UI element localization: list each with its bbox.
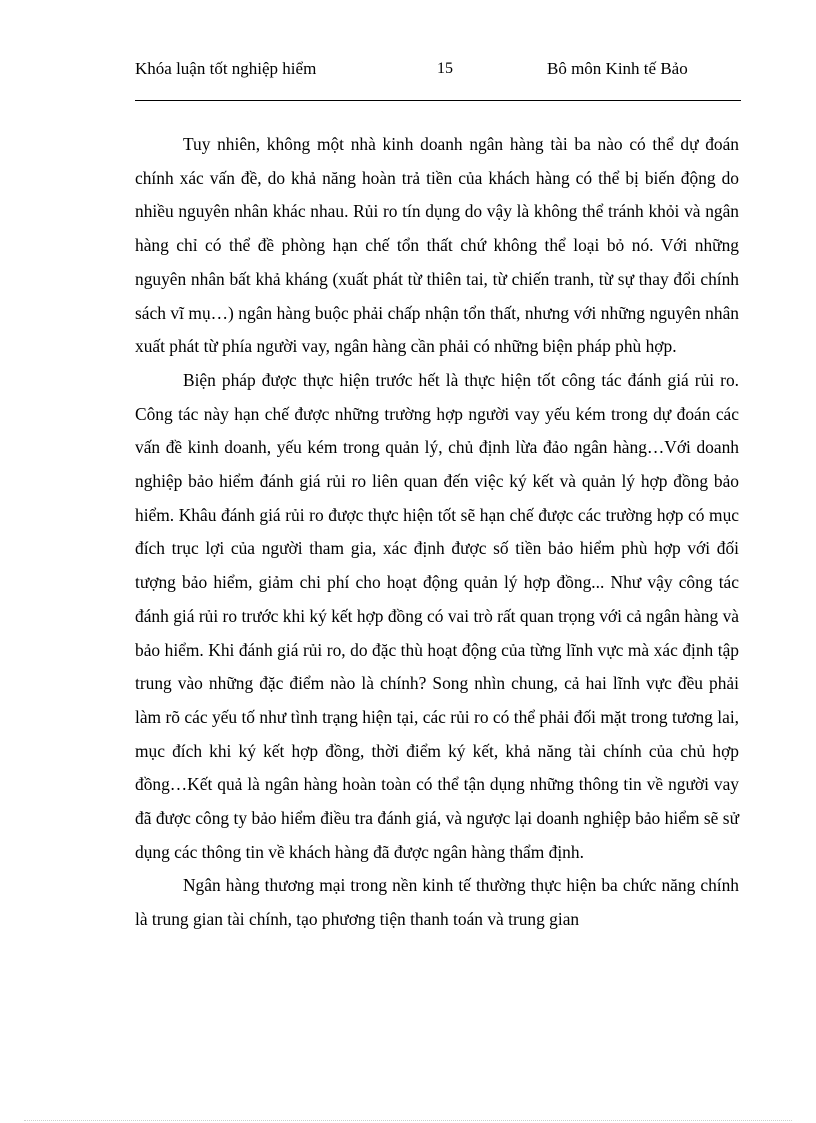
paragraph-risk-assessment: Biện pháp được thực hiện trước hết là thực hiện tốt công tác đánh giá rủi ro. Công tác này hạn chế được những trường hợp người vay yếu kém trong dự đoán các vấn đề kinh doanh, yếu kém trong quản lý, chủ định lừa đảo ngân hàng…Với doanh nghiệp bảo hiểm đánh giá rủi ro liên quan đến việc ký kết và quản lý hợp đồng bảo hiểm. Khâu đánh giá rủi ro được thực hiện tốt sẽ hạn chế được các trường hợp có mục đích trục lợi của người tham gia, xác định được số tiền bảo hiểm phù hợp với đối tượng bảo hiểm, giảm chi phí cho hoạt động quản lý hợp đồng... Như vậy công tác đánh giá rủi ro trước khi ký kết hợp đồng có vai trò rất quan trọng với cả ngân hàng và bảo hiểm. Khi đánh giá rủi ro, do đặc thù hoạt động của từng lĩnh vực mà xác định tập trung vào những đặc điểm nào là chính? Song nhìn chung, cả hai lĩnh vực đều phải làm rõ các yếu tố như tình trạng hiện tại, các rủi ro có thể phải đối mặt trong tương lai, mục đích khi ký kết hợp đồng, thời điểm ký kết, khả năng tài chính của chủ hợp đồng…Kết quả là ngân hàng hoàn toàn có thể tận dụng những thông tin về người vay đã được công ty bảo hiểm điều tra đánh giá, và ngược lại doanh nghiệp bảo hiểm sẽ sử dụng các thông tin về khách hàng đã được ngân hàng thẩm định. [135, 369, 739, 862]
header-thesis-title: Khóa luận tốt nghiệp hiểm [135, 59, 317, 78]
page-number: 15 [437, 60, 453, 77]
page-bottom-divider [24, 1120, 792, 1121]
document-body [135, 128, 739, 937]
page-header [135, 58, 741, 101]
header-department: Bô môn Kinh tế Bảo [547, 59, 688, 78]
paragraph-bank-functions: Ngân hàng thương mại trong nền kinh tế thường thực hiện ba chức năng chính là trung gian tài chính, tạo phương tiện thanh toán và trung gian [135, 875, 739, 930]
paragraph-credit-risk: Tuy nhiên, không một nhà kinh doanh ngân hàng tài ba nào có thể dự đoán chính xác vấn đề, do khả năng hoàn trả tiền của khách hàng có thể bị biến động do nhiều nguyên nhân khác nhau. Rủi ro tín dụng do vậy là không thể tránh khỏi và ngân hàng chỉ có thể đề phòng hạn chế tổn thất chứ không thể loại bỏ nó. Với những nguyên nhân bất khả kháng (xuất phát từ thiên tai, từ chiến tranh, từ sự thay đổi chính sách vĩ mụ…) ngân hàng buộc phải chấp nhận tổn thất, nhưng với những nguyên nhân xuất phát từ phía người vay, ngân hàng cần phải có những biện pháp phù hợp. [135, 134, 739, 357]
